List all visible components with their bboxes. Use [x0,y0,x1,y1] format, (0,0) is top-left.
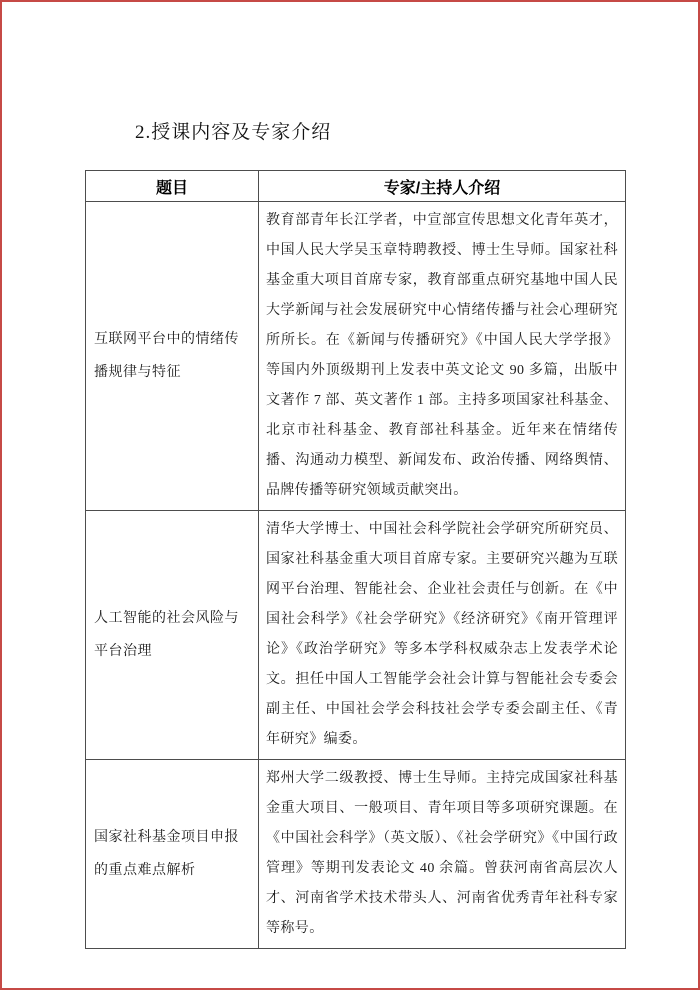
topic-cell-3: 国家社科基金项目申报的重点难点解析 [86,760,259,949]
table-row [86,511,626,760]
topic-cell-2: 人工智能的社会风险与平台治理 [86,511,259,760]
section-title: 2.授课内容及专家介绍 [135,122,332,143]
header-topic: 题目 [86,171,259,202]
intro-cell-3: 郑州大学二级教授、博士生导师。主持完成国家社科基金重大项目、一般项目、青年项目等多项研究课题。在《中国社会科学》（英文版）、《社会学研究》《中国行政管理》等期刊发表论文 40 余篇。曾获河南省高层次人才、河南省学术技术带头人、河南省优秀青年社科专家等称号。 [259,760,626,949]
intro-cell-1: 教育部青年长江学者，中宣部宣传思想文化青年英才，中国人民大学吴玉章特聘教授、博士生导师。国家社科基金重大项目首席专家，教育部重点研究基地中国人民大学新闻与社会发展研究中心情绪传播与社会心理研究所所长。在《新闻与传播研究》《中国人民大学学报》等国内外顶级期刊上发表中英文论文 90 多篇，出版中文著作 7 部、英文著作 1 部。主持多项国家社科基金、北京市社科基金、教育部社科基金。近年来在情绪传播、沟通动力模型、新闻发布、政治传播、网络舆情、品牌传播等研究领域贡献突出。 [259,202,626,511]
experts-table [85,170,626,949]
table-row [86,760,626,949]
table-row [86,202,626,511]
header-expert-intro: 专家/主持人介绍 [259,171,626,202]
intro-cell-2: 清华大学博士、中国社会科学院社会学研究所研究员、国家社科基金重大项目首席专家。主要研究兴趣为互联网平台治理、智能社会、企业社会责任与创新。在《中国社会科学》《社会学研究》《经济研究》《南开管理评论》《政治学研究》等多本学科权威杂志上发表学术论文。担任中国人工智能学会社会计算与智能社会专委会副主任、中国社会学会科技社会学专委会副主任、《青年研究》编委。 [259,511,626,760]
topic-cell-1: 互联网平台中的情绪传播规律与特征 [86,202,259,511]
table-header-row [86,171,626,202]
